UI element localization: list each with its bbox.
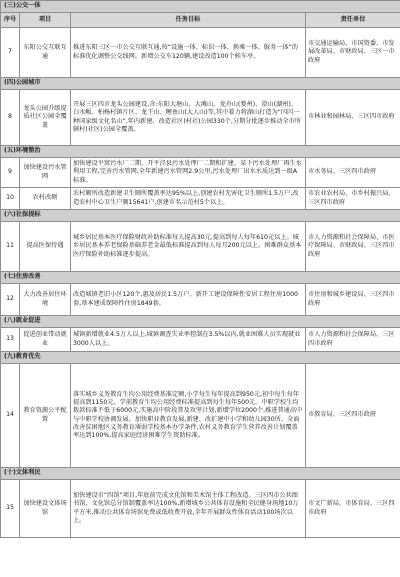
row-unit: 市交通运输局、市国资委、市发展改革局、市财政局、三区一市政府 — [306, 28, 400, 78]
row-goal: 落实城乡义务教育生均公用经费基准定额,小学每生每年提高到950元,初中每生每年提高到1150元。学前教育生均公用经费标准提高到每生每年500元。中职学校生均拨款标准不低于6000元,实施高中阶段普及攻坚计划,新增学位2000个,推进普通高中与中职学校协调发展。加快职业教育发展,新建、改扩建中小学和幼儿园30所。全面改善贫困地区义务教育薄弱学校基本办学条件,农村义务教育学生营养改善计划覆盖率达到100%,提高家庭经济困难学生资助标准。 — [71, 364, 306, 468]
table-row — [1, 90, 400, 146]
section-title: (十)文体利民 — [1, 468, 400, 480]
row-goal: 农村厕所改造新建卫生厕所覆盖率达95%以上,创建农村无害化卫生厕所1.5万户,改造农村中心卫生户厕15641户,创建市名示范村5个以上。 — [71, 188, 306, 210]
row-item: 提高医保待遇 — [20, 222, 71, 272]
row-goal: 加快建设市“四馆”项目,年底前完成文化馆和美术馆主体工程改造。三区四市公共图书馆、文化馆总分馆制覆盖率达100%,新增城乡公共体育设施和全民健身场地10万平方米,推动公共体育场馆免费或低收费开放,全年开展群众性体育活动100场次以上。 — [71, 480, 306, 538]
table-row — [1, 158, 400, 188]
section-row — [1, 468, 400, 480]
row-seq: 15 — [1, 480, 20, 538]
section-row — [1, 210, 400, 222]
row-unit: 市人力资源和社会保障局、市医疗保障局、市财政局、三区四市政府 — [306, 222, 400, 272]
section-title: (八)就业促进 — [1, 316, 400, 328]
header-row — [1, 13, 400, 28]
row-unit: 市人力资源和社会保障局、三区四市政府 — [306, 328, 400, 352]
row-item: 大力改善居住环境 — [20, 284, 71, 316]
row-item: 加快建设文体场馆 — [20, 480, 71, 538]
row-item: 促进创业带动就业 — [20, 328, 71, 352]
row-item: 加快建设污水管网 — [20, 158, 71, 188]
row-seq: 13 — [1, 328, 20, 352]
row-goal: 城乡居民基本医疗保险财政补助标准每人提高30元,提高到每人每年610元以上。城乡居民基本养老保险基础养老金最低标准提高到每人每月200元以上。困难群众基本医疗保险补助标准逐步提高。 — [71, 222, 306, 272]
row-item: 龙头公园升级提质社区公园全覆盖 — [20, 90, 71, 146]
section-title: (七)住房改善 — [1, 272, 400, 284]
row-item: 教育资源公平配置 — [20, 364, 71, 468]
section-title: (四)公园城市 — [1, 78, 400, 90]
table-row — [1, 28, 400, 78]
row-unit: 市林业和园林局、三区四市政府 — [306, 90, 400, 146]
row-goal: 改造城镇老旧小区120个,惠及居民1.5万户。新开工建设保障性安居工程住房1000套,基本建成保障性住房1849套。 — [71, 284, 306, 316]
row-goal: 推进东阳三区一市公交互联互通,按“设施一体、标识一体、换乘一体、服务一体”的标准优化调整公交线网。新增公交车120辆,建设改造100个候车亭。 — [71, 28, 306, 78]
table-row — [1, 188, 400, 210]
section-row — [1, 1, 400, 13]
table-row — [1, 222, 400, 272]
row-seq: 10 — [1, 188, 20, 210]
section-title: (三)公交一体 — [1, 1, 400, 13]
row-seq: 14 — [1, 364, 20, 468]
row-seq: 12 — [1, 284, 20, 316]
table-row — [1, 364, 400, 468]
table-row — [1, 480, 400, 538]
section-row — [1, 316, 400, 328]
row-unit: 市住房和城乡建设局、三区四市政府 — [306, 284, 400, 316]
row-goal: 城镇新增就业4.5万人以上,城镇调查失业率控制在3.5%以内,就业困难人员实现就业3000人以上。 — [71, 328, 306, 352]
header-item: 项目 — [20, 13, 71, 28]
row-unit: 市教育局、三区四市政府 — [306, 364, 400, 468]
row-unit: 市文广新局、市体育局、三区四市政府 — [306, 480, 400, 538]
row-seq: 8 — [1, 90, 20, 146]
row-item: 东阳公交互联互通 — [20, 28, 71, 78]
section-title: (六)社保提标 — [1, 210, 400, 222]
section-title: (九)教育优先 — [1, 352, 400, 364]
section-row — [1, 352, 400, 364]
row-goal: 加快建设平窝污水厂二期、开平泾县污水处理厂二期和扩建、某下污水处理厂再生水利用工程,完善污水管网,全年新建污水管网2.9公里,污水处理厂出水水质达到一级A标准。 — [71, 158, 306, 188]
row-seq: 9 — [1, 158, 20, 188]
header-unit: 责任单位 — [306, 13, 400, 28]
row-unit: 市水务局、三区四市政府 — [306, 158, 400, 188]
row-unit: 市农业农村局、市乡村振兴局、三区四市政府 — [306, 188, 400, 210]
row-seq: 7 — [1, 28, 20, 78]
row-goal: 开展三区四市龙头公园建设,含:东阳大塘山、大滩山、龙舟山(婺州)、澄山(湖州)、白水畈、柏杨村镇片区、龙王山、鲤鱼山(大人山)等,其中着力将湖山打造为“闪闪一种国家级文化名山”,年内新建、改造社区(村社)公园330个,分期分批逐步推动全市所辖村(社区)公园全覆盖。 — [71, 90, 306, 146]
table-row — [1, 328, 400, 352]
header-seq: 序号 — [1, 13, 20, 28]
section-row — [1, 78, 400, 90]
row-item: 农村改厕 — [20, 188, 71, 210]
section-row — [1, 146, 400, 158]
table-row — [1, 284, 400, 316]
section-title: (五)环境整治 — [1, 146, 400, 158]
section-row — [1, 272, 400, 284]
header-goal: 任务目标 — [71, 13, 306, 28]
row-seq: 11 — [1, 222, 20, 272]
